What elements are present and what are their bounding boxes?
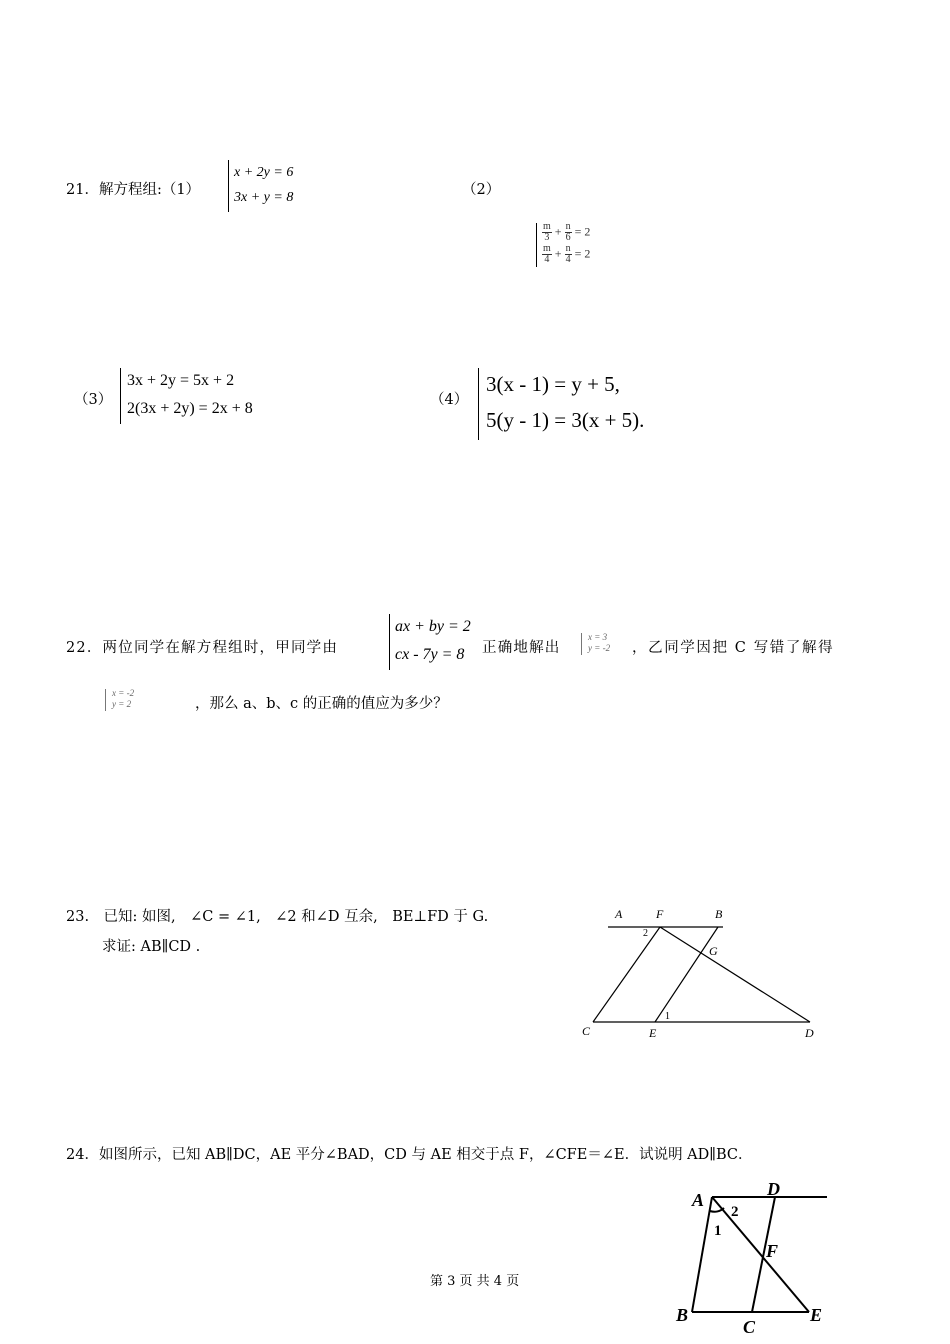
line-fd (660, 927, 810, 1022)
q22-sol1-brace (581, 633, 582, 655)
label-b: B (715, 907, 723, 921)
q21-part1-eq1: x + 2y = 6 (234, 165, 294, 180)
angle-2-label: 2 (643, 928, 648, 939)
q22-system-eq1: ax + by = 2 (395, 618, 471, 635)
q22-mid: 正确地解出 (482, 640, 561, 656)
line-ae (712, 1197, 809, 1312)
q21-part2-label: （2） (462, 182, 501, 198)
q21-part3-label: （3） (74, 392, 113, 408)
label-f: F (766, 1241, 779, 1261)
q24-text: 24．如图所示，已知 AB∥DC，AE 平分∠BAD，CD 与 AE 相交于点 F，∠CFE＝∠E．试说明 AD∥BC． (66, 1147, 753, 1163)
page-footer: 第 3 页 共 4 页 (430, 1274, 520, 1289)
angle-arc (710, 1208, 724, 1212)
line-eb (655, 927, 718, 1022)
q22-sol1 (588, 632, 610, 654)
label-g: G (709, 944, 718, 958)
label-e: E (649, 1026, 657, 1040)
fraction: $\frac{m}{4}$ (543, 243, 551, 265)
q21-part3-system (127, 367, 253, 423)
label-b: B (676, 1305, 689, 1325)
q21-label: 21．解方程组:（1） (66, 182, 201, 198)
label-a: A (692, 1190, 705, 1210)
q22-prefix: 22．两位同学在解方程组时，甲同学由 (66, 640, 339, 656)
label-c: C (582, 1024, 591, 1038)
q21-part3-brace (120, 368, 121, 424)
fraction: $\frac{n}{4}$ (565, 243, 571, 265)
angle-1-label: 1 (714, 1223, 722, 1239)
q22-sol2-y: y = 2 (112, 699, 132, 709)
q21-part4-eq1: 3(x - 1) = y + 5, (486, 372, 620, 396)
q21-part2-brace (536, 223, 537, 267)
fraction: $\frac{n}{6}$ (565, 221, 571, 243)
q21-part4-system (486, 366, 644, 438)
q21-part1-eq2: 3x + y = 8 (234, 190, 294, 205)
label-e: E (810, 1305, 823, 1325)
q22-tail2: ，那么 a、b、c 的正确的值应为多少？ (195, 696, 448, 712)
line-ab (692, 1197, 712, 1312)
q21-part3-eq2: 2(3x + 2y) = 2x + 8 (127, 400, 253, 417)
q23-figure (575, 900, 825, 1045)
q22-sol2-x: x = -2 (112, 688, 135, 698)
label-d: D (805, 1026, 814, 1040)
q22-system (395, 613, 471, 669)
q21-part1-brace (228, 160, 229, 212)
q22-sol1-y: y = -2 (588, 643, 611, 653)
q22-system-eq2: cx - 7y = 8 (395, 646, 465, 663)
q22-tail1: ，乙同学因把 C 写错了解得 (632, 640, 835, 656)
q22-sol2-brace (105, 689, 106, 711)
q24-figure (672, 1175, 840, 1335)
label-a: A (615, 907, 623, 921)
q22-sol1-x: x = 3 (588, 632, 608, 642)
label-c: C (743, 1317, 756, 1335)
q23-given: 23. 已知: 如图, ∠C = ∠1, ∠2 和∠D 互余, BE⊥FD 于 G. (66, 909, 489, 925)
q23-prove: 求证: AB∥CD . (102, 939, 201, 955)
q22-sol2 (112, 688, 134, 710)
angle-2-label: 2 (731, 1204, 739, 1220)
q22-system-brace (389, 614, 390, 670)
q21-part2-system (542, 222, 590, 266)
q21-part1-system (234, 160, 293, 210)
q21-part4-label: （4） (430, 392, 469, 408)
angle-1-label: 1 (665, 1011, 670, 1022)
q21-part4-brace (478, 368, 479, 440)
label-f: F (656, 907, 664, 921)
q21-part4-eq2: 5(y - 1) = 3(x + 5). (486, 408, 645, 432)
fraction: $\frac{m}{3}$ (543, 221, 551, 243)
label-d: D (767, 1179, 780, 1199)
q21-part2-eq2: $\frac{m}{4}$ + $\frac{n}{4}$ = 2 (543, 243, 591, 265)
q21-part3-eq1: 3x + 2y = 5x + 2 (127, 372, 235, 389)
q21-part2-eq1: $\frac{m}{3}$ + $\frac{n}{6}$ = 2 (543, 221, 591, 243)
line-fc (593, 927, 660, 1022)
